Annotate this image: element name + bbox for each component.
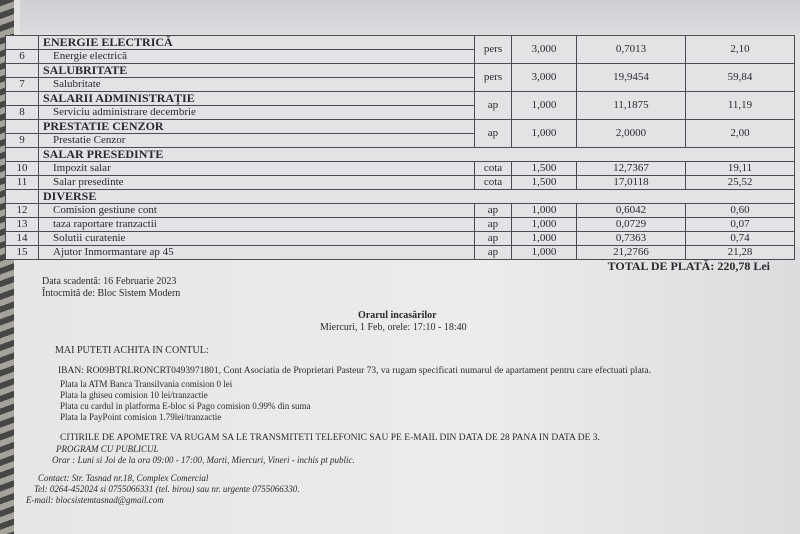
group-title: PRESTATIE CENZOR: [39, 120, 475, 134]
row-number: 12: [6, 204, 39, 218]
row-number-empty: [6, 36, 39, 50]
item-name: taza raportare tranzactii: [39, 218, 475, 232]
amount-cell: 2,00: [686, 120, 795, 148]
row-number: 14: [6, 232, 39, 246]
quantity-cell: 1,500: [512, 162, 577, 176]
row-number-empty: [6, 190, 39, 204]
quantity-cell: 1,000: [512, 120, 577, 148]
quantity-cell: 1,000: [512, 92, 577, 120]
group-title: SALUBRITATE: [39, 64, 475, 78]
amount-cell: 2,10: [686, 36, 795, 64]
unit-cell: ap: [475, 246, 512, 260]
group-title: SALARII ADMINISTRAȚIE: [39, 92, 475, 106]
row-number: 11: [6, 176, 39, 190]
unit-price-cell: 2,0000: [577, 120, 686, 148]
unit-cell: ap: [475, 204, 512, 218]
unit-cell: ap: [475, 120, 512, 148]
contact-email: E-mail: blocsistemtasnad@gmail.com: [26, 495, 164, 505]
table-row: [6, 232, 795, 246]
quantity-cell: 1,000: [512, 232, 577, 246]
table-row: [6, 246, 795, 260]
item-name: Salubritate: [39, 78, 475, 92]
pay-line: Plata la ghiseu comision 10 lei/tranzactie: [60, 390, 208, 400]
group-title: DIVERSE: [39, 190, 795, 204]
table-row: [6, 36, 795, 50]
quantity-cell: 3,000: [512, 64, 577, 92]
unit-cell: cota: [475, 176, 512, 190]
due-date: Data scadentă: 16 Februarie 2023: [42, 276, 177, 287]
row-number: 13: [6, 218, 39, 232]
total-due: TOTAL DE PLATĂ: 220,78 Lei: [607, 259, 770, 273]
table-row: [6, 204, 795, 218]
table-row: [6, 162, 795, 176]
charges-table: [5, 35, 795, 260]
quantity-cell: 1,000: [512, 246, 577, 260]
pay-line: Plata la PayPoint comision 1.79lei/tranzactie: [60, 412, 222, 422]
unit-cell: cota: [475, 162, 512, 176]
item-name: Impozit salar: [39, 162, 475, 176]
pay-line: Plata cu cardul in platforma E-bloc si Pago comision 0.99% din suma: [60, 401, 311, 411]
row-number: 15: [6, 246, 39, 260]
group-title: SALAR PRESEDINTE: [39, 148, 795, 162]
table-row: [6, 64, 795, 78]
unit-price-cell: 19,9454: [577, 64, 686, 92]
amount-cell: 21,28: [686, 246, 795, 260]
pay-line: Plata la ATM Banca Transilvania comision 0 lei: [60, 379, 233, 389]
row-number: 8: [6, 106, 39, 120]
row-number: 10: [6, 162, 39, 176]
schedule-time: Miercuri, 1 Feb, orele: 17:10 - 18:40: [320, 322, 467, 333]
folded-header-area: [20, 0, 800, 34]
program-title: PROGRAM CU PUBLICUL: [56, 444, 159, 454]
amount-cell: 0,74: [686, 232, 795, 246]
row-number-empty: [6, 148, 39, 162]
row-number: 6: [6, 50, 39, 64]
row-number: 7: [6, 78, 39, 92]
item-name: Salar presedinte: [39, 176, 475, 190]
contact-phone: Tel: 0264-452024 si 0755066331 (tel. birou) sau nr. urgente 0755066330.: [34, 484, 300, 494]
quantity-cell: 1,500: [512, 176, 577, 190]
account-heading: MAI PUTETI ACHITA IN CONTUL:: [55, 345, 209, 356]
iban-line: IBAN: RO09BTRLRONCRT0493971801, Cont Asociatia de Proprietari Pasteur 73, va rugam specificati numarul de apartament pentru care efectuati plata.: [58, 366, 652, 376]
unit-price-cell: 0,6042: [577, 204, 686, 218]
table-row: [6, 148, 795, 162]
unit-price-cell: 12,7367: [577, 162, 686, 176]
meter-note: CITIRILE DE APOMETRE VA RUGAM SA LE TRANSMITETI TELEFONIC SAU PE E-MAIL DIN DATA DE 28 PANA IN DATA DE 3.: [60, 433, 600, 443]
unit-cell: ap: [475, 92, 512, 120]
amount-cell: 19,11: [686, 162, 795, 176]
item-name: Comision gestiune cont: [39, 204, 475, 218]
amount-cell: 25,52: [686, 176, 795, 190]
item-name: Ajutor Inmormantare ap 45: [39, 246, 475, 260]
unit-price-cell: 0,7013: [577, 36, 686, 64]
quantity-cell: 3,000: [512, 36, 577, 64]
item-name: Solutii curatenie: [39, 232, 475, 246]
amount-cell: 0,60: [686, 204, 795, 218]
unit-price-cell: 11,1875: [577, 92, 686, 120]
unit-price-cell: 21,2766: [577, 246, 686, 260]
item-name: Serviciu administrare decembrie: [39, 106, 475, 120]
unit-cell: pers: [475, 64, 512, 92]
table-row: [6, 218, 795, 232]
quantity-cell: 1,000: [512, 218, 577, 232]
quantity-cell: 1,000: [512, 204, 577, 218]
contact-address: Contact: Str. Tasnad nr.18, Complex Comercial: [38, 473, 209, 483]
unit-price-cell: 17,0118: [577, 176, 686, 190]
made-by: Întocmită de: Bloc Sistem Modern: [42, 288, 181, 299]
program-hours: Orar : Luni si Joi de la ora 09:00 - 17:00, Marti, Miercuri, Vineri - inchis pt public.: [52, 455, 355, 465]
row-number-empty: [6, 120, 39, 134]
unit-price-cell: 0,7363: [577, 232, 686, 246]
table-row: [6, 120, 795, 134]
schedule-title: Orarul incasărilor: [358, 310, 437, 321]
unit-cell: ap: [475, 218, 512, 232]
table-row: [6, 176, 795, 190]
unit-price-cell: 0,0729: [577, 218, 686, 232]
table-row: [6, 190, 795, 204]
amount-cell: 59,84: [686, 64, 795, 92]
table-row: [6, 92, 795, 106]
item-name: Energie electrică: [39, 50, 475, 64]
unit-cell: pers: [475, 36, 512, 64]
row-number-empty: [6, 64, 39, 78]
item-name: Prestatie Cenzor: [39, 134, 475, 148]
row-number-empty: [6, 92, 39, 106]
row-number: 9: [6, 134, 39, 148]
group-title: ENERGIE ELECTRICĂ: [39, 36, 475, 50]
amount-cell: 0,07: [686, 218, 795, 232]
unit-cell: ap: [475, 232, 512, 246]
amount-cell: 11,19: [686, 92, 795, 120]
